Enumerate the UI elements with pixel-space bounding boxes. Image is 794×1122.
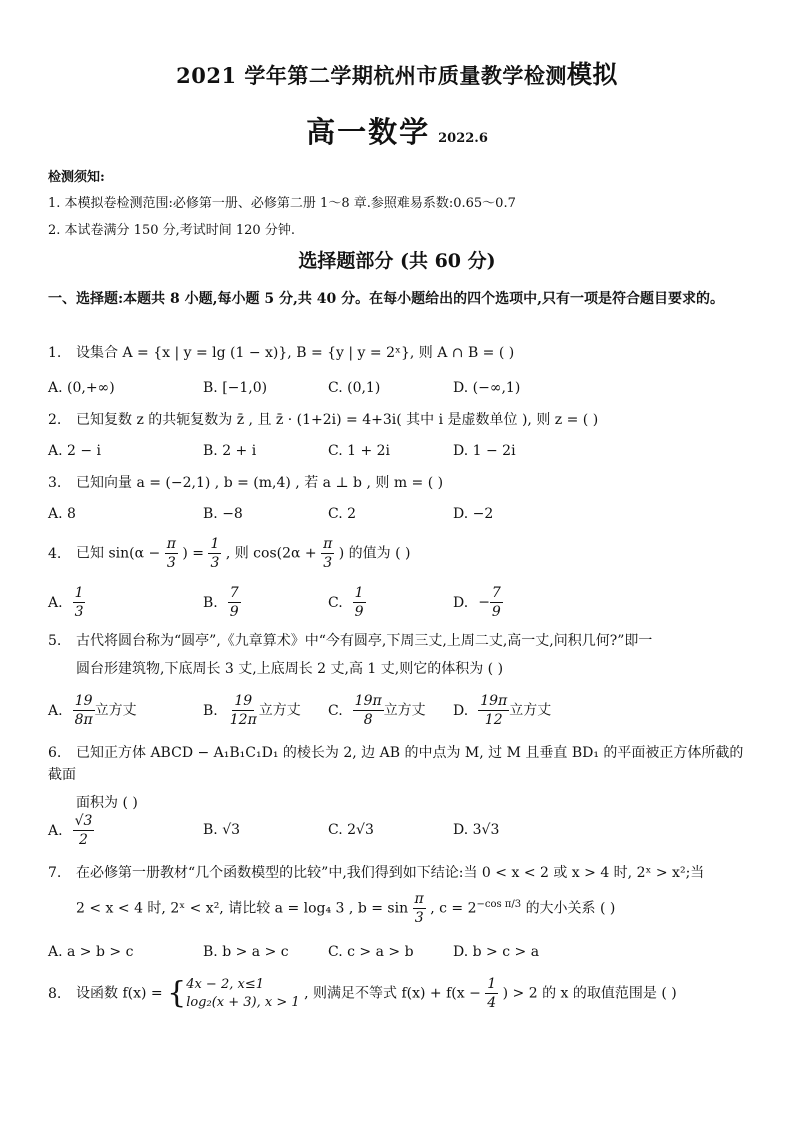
option-c: C. c > a > b xyxy=(328,944,414,960)
option-d: D. −2 xyxy=(453,506,494,522)
option-d: D. 1 − 2i xyxy=(453,443,516,459)
exam-title: 2021 学年第二学期杭州市质量教学检测模拟 xyxy=(176,60,618,89)
question-3 xyxy=(48,472,753,494)
question-text: 已知复数 z 的共轭复数为 z̄ , 且 z̄ · (1+2i) = 4+3i( 其中 i 是虚数单位 ), 则 z = ( ) xyxy=(76,412,599,428)
option-b: B. b > a > c xyxy=(203,944,289,960)
question-number: 8. xyxy=(48,985,62,1002)
question-number: 1. xyxy=(48,345,62,361)
notice-item-2: 2. 本试卷满分 150 分,考试时间 120 分钟. xyxy=(48,223,295,238)
question-number: 2. xyxy=(48,412,62,428)
fraction: $\frac{1}{4}$ xyxy=(487,976,497,1011)
piecewise-function: 4x − 2, x≤1 log₂(x + 3), x > 1 xyxy=(186,976,300,1010)
option-c: C. 1 + 2i xyxy=(328,443,391,459)
brace: { xyxy=(167,975,187,1011)
exam-date: 2022.6 xyxy=(438,131,488,146)
option-d: D. 3√3 xyxy=(453,822,500,838)
title-emphasis: 模拟 xyxy=(566,60,618,89)
option-a: A. a > b > c xyxy=(48,944,134,960)
question-text: 已知向量 a = (−2,1) , b = (m,4) , 若 a ⊥ b , 则 m = ( ) xyxy=(76,475,444,491)
option-c: C. 2√3 xyxy=(328,822,374,838)
option-c: C. $\frac{1}{9}$ xyxy=(328,585,364,620)
fraction: $\frac{\pi}{3}$ xyxy=(323,536,333,571)
option-b: B. −8 xyxy=(203,506,243,522)
option-b: B. [−1,0) xyxy=(203,380,268,396)
exponent: −cos π/3 xyxy=(476,898,522,910)
question-number: 3. xyxy=(48,475,62,491)
option-b: B. 2 + i xyxy=(203,443,257,459)
question-number: 4. xyxy=(48,545,62,562)
fraction: $\frac{\pi}{3}$ xyxy=(414,891,424,926)
notice-item-1: 1. 本模拟卷检测范围:必修第一册、必修第二册 1～8 章.参照难易系数:0.65～0.7 xyxy=(48,196,516,211)
question-number: 5. xyxy=(48,633,62,649)
fraction: $\frac{1}{3}$ xyxy=(210,536,220,571)
question-8: 8. 设函数 f(x) = { 4x − 2, x≤1 log₂(x + 3), x > 1 , 则满足不等式 f(x) + f(x − $\frac{1}{4}$ ) > 2 的 x 的取值范围是 ( ) xyxy=(48,975,677,1011)
option-a: A. $\frac{√3}{2}$ xyxy=(48,813,93,848)
question-number: 6. xyxy=(48,745,62,761)
part-heading: 一、选择题:本题共 8 小题,每小题 5 分,共 40 分。在每小题给出的四个选项中,只有一项是符合题目要求的。 xyxy=(48,291,724,307)
option-a: A. 2 − i xyxy=(48,443,102,459)
question-text: 设集合 A = {x | y = lg (1 − x)}, B = {y | y = 2ˣ}, 则 A ∩ B = ( ) xyxy=(76,345,515,361)
question-7: 7. 在必修第一册教材“几个函数模型的比较”中,我们得到如下结论:当 0 < x < 2 或 x > 4 时, 2ˣ > x²;当 2 < x < 4 时, 2ˣ < x², 请比较 a = log₄ 3 , b = sin $\frac{\pi}{3}$ , $c = 2^{-cos \pi/3}$ 的大小关系 ( ) xyxy=(48,862,753,927)
option-b: B. $\frac{7}{9}$ xyxy=(203,585,239,620)
option-b: B. $\frac{19}{12\pi}$ 立方丈 xyxy=(203,693,301,728)
question-6: 6. 已知正方体 ABCD − A₁B₁C₁D₁ 的棱长为 2, 边 AB 的中点为 M, 过 M 且垂直 BD₁ 的平面被正方体所截的截面 面积为 ( ) xyxy=(48,742,753,814)
option-c: C. 2 xyxy=(328,506,357,522)
option-d: D. b > c > a xyxy=(453,944,540,960)
question-5: 5. 古代将圆台称为“圆亭”,《九章算术》中“今有圆亭,下周三丈,上周二丈,高一丈,问积几何?”即一 圆台形建筑物,下底周长 3 丈,上底周长 2 丈,高 1 丈,则它的体积为 ( ) xyxy=(48,630,753,680)
fraction: $\frac{\pi}{3}$ xyxy=(166,536,176,571)
subject-title: 高一数学 2022.6 xyxy=(306,115,488,149)
option-a: A. 8 xyxy=(48,506,76,522)
question-4: 4. 已知 sin(α − $\frac{\pi}{3}$ ) = $\frac{1}{3}$ , 则 cos(2α + $\frac{\pi}{3}$ ) 的值为 ( ) xyxy=(48,536,411,571)
option-c: C. (0,1) xyxy=(328,380,381,396)
option-a: A. $\frac{1}{3}$ xyxy=(48,585,84,620)
option-c: C. $\frac{19\pi}{8}$ 立方丈 xyxy=(328,693,426,728)
option-b: B. √3 xyxy=(203,822,241,838)
option-a: A. (0,+∞) xyxy=(48,380,115,396)
option-a: A. $\frac{19}{8\pi}$ 立方丈 xyxy=(48,693,137,728)
option-d: D. $\frac{19\pi}{12}$ 立方丈 xyxy=(453,693,552,728)
section-title: 选择题部分 (共 60 分) xyxy=(298,250,496,272)
notice-heading: 检测须知: xyxy=(48,170,105,185)
option-d: D. (−∞,1) xyxy=(453,380,521,396)
question-2 xyxy=(48,409,753,431)
question-number: 7. xyxy=(48,865,62,881)
option-d: D. − $\frac{7}{9}$ xyxy=(453,585,501,620)
question-1 xyxy=(48,342,753,364)
